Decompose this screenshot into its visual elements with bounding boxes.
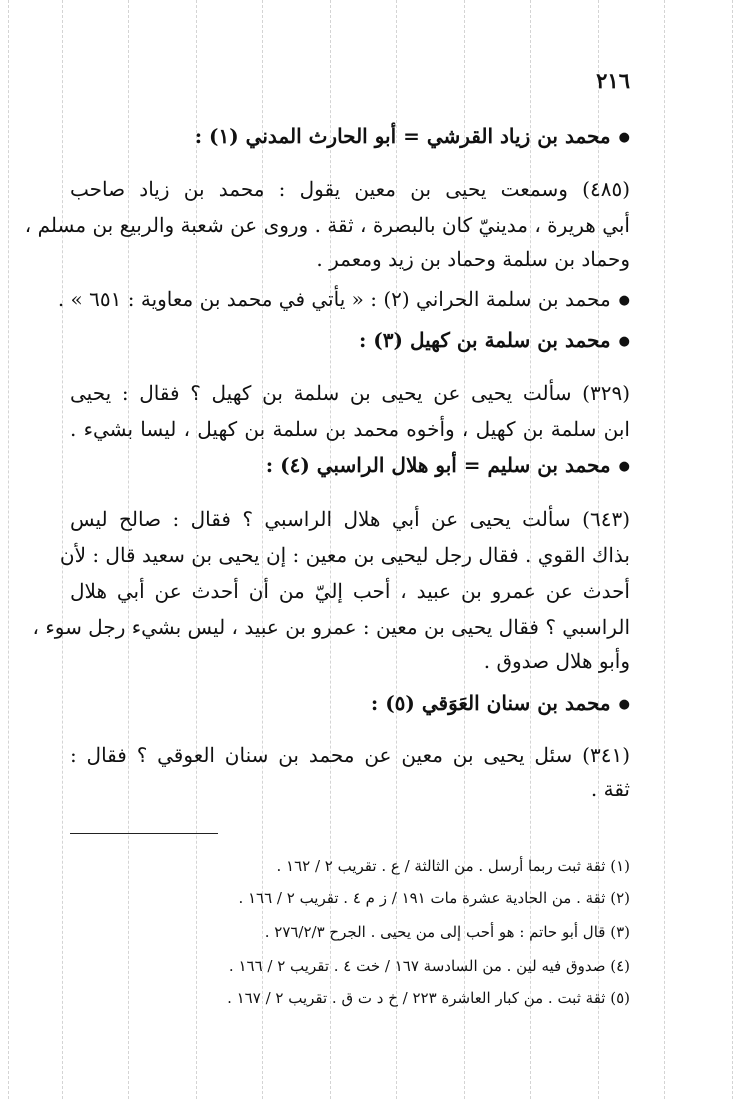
text-line: (٤٨٥) وسمعت يحيى بن معين يقول : محمد بن زياد صاحب bbox=[70, 177, 630, 201]
text-line: (٣٤١) سئل يحيى بن معين عن محمد بن سنان العوقي ؟ فقال : bbox=[70, 743, 630, 767]
text-line: أبي هريرة ، مدينيّ كان بالبصرة ، ثقة . وروى عن شعبة والربيع بن مسلم ، bbox=[24, 213, 630, 237]
text-line: (٦٤٣) سألت يحيى عن أبي هلال الراسبي ؟ فقال : صالح ليس bbox=[70, 507, 630, 531]
bullet-icon: ● bbox=[618, 293, 630, 308]
footnote: (٤) صدوق فيه لين . من السادسة ١٦٧ / خت ٤ . تقريب ٢ / ١٦٦ . bbox=[228, 957, 630, 975]
bullet-icon: ● bbox=[618, 334, 630, 349]
footnote: (٣) قال أبو حاتم : هو أحب إلى من يحيى . الجرح ٢٧٦/٢/٣ . bbox=[264, 923, 630, 941]
scan-guide-line bbox=[664, 0, 665, 1099]
bullet-icon: ● bbox=[618, 697, 630, 712]
text-line: الراسبي ؟ فقال يحيى بن معين : عمرو بن عبيد ، ليس بشيء رجل سوء ، bbox=[32, 615, 630, 639]
entry-heading: ●محمد بن زياد القرشي = أبو الحارث المدني (١) : bbox=[194, 124, 630, 148]
text-line: وحماد بن سلمة وحماد بن زيد ومعمر . bbox=[316, 247, 630, 271]
entry-heading: ●محمد بن سلمة الحراني (٢) : « يأتي في محمد بن معاوية : ٦٥١ » . bbox=[57, 287, 630, 311]
footnote: (٢) ثقة . من الحادية عشرة مات ١٩١ / ز م ٤ . تقريب ٢ / ١٦٦ . bbox=[238, 889, 630, 907]
text-line: أحدث عن عمرو بن عبيد ، أحب إليّ من أن أحدث عن أبي هلال bbox=[70, 579, 630, 603]
entry-heading: ●محمد بن سليم = أبو هلال الراسبي (٤) : bbox=[265, 453, 630, 477]
text-line: وأبو هلال صدوق . bbox=[483, 649, 630, 673]
entry-heading: ●محمد بن سلمة بن كهيل (٣) : bbox=[358, 328, 630, 352]
text-line: (٣٢٩) سألت يحيى عن يحيى بن سلمة بن كهيل ؟ فقال : يحيى bbox=[70, 381, 630, 405]
text-line: ابن سلمة بن كهيل ، وأخوه محمد بن سلمة بن كهيل ، ليسا بشيء . bbox=[70, 417, 630, 441]
bullet-icon: ● bbox=[618, 130, 630, 145]
scan-guide-line bbox=[8, 0, 9, 1099]
bullet-icon: ● bbox=[618, 459, 630, 474]
scan-guide-line bbox=[732, 0, 733, 1099]
text-line: بذاك القوي . فقال رجل ليحيى بن معين : إن يحيى بن سعيد قال : لأن bbox=[59, 543, 630, 567]
footnote: (١) ثقة ثبت ربما أرسل . من الثالثة / ع . تقريب ٢ / ١٦٢ . bbox=[276, 857, 630, 875]
footnote: (٥) ثقة ثبت . من كبار العاشرة ٢٢٣ / خ د ت ق . تقريب ٢ / ١٦٧ . bbox=[227, 989, 630, 1007]
entry-heading: ●محمد بن سنان العَوَقي (٥) : bbox=[370, 691, 630, 715]
footnote-separator bbox=[70, 833, 218, 834]
page-number: ٢١٦ bbox=[596, 68, 630, 93]
text-line: ثقة . bbox=[590, 777, 630, 801]
